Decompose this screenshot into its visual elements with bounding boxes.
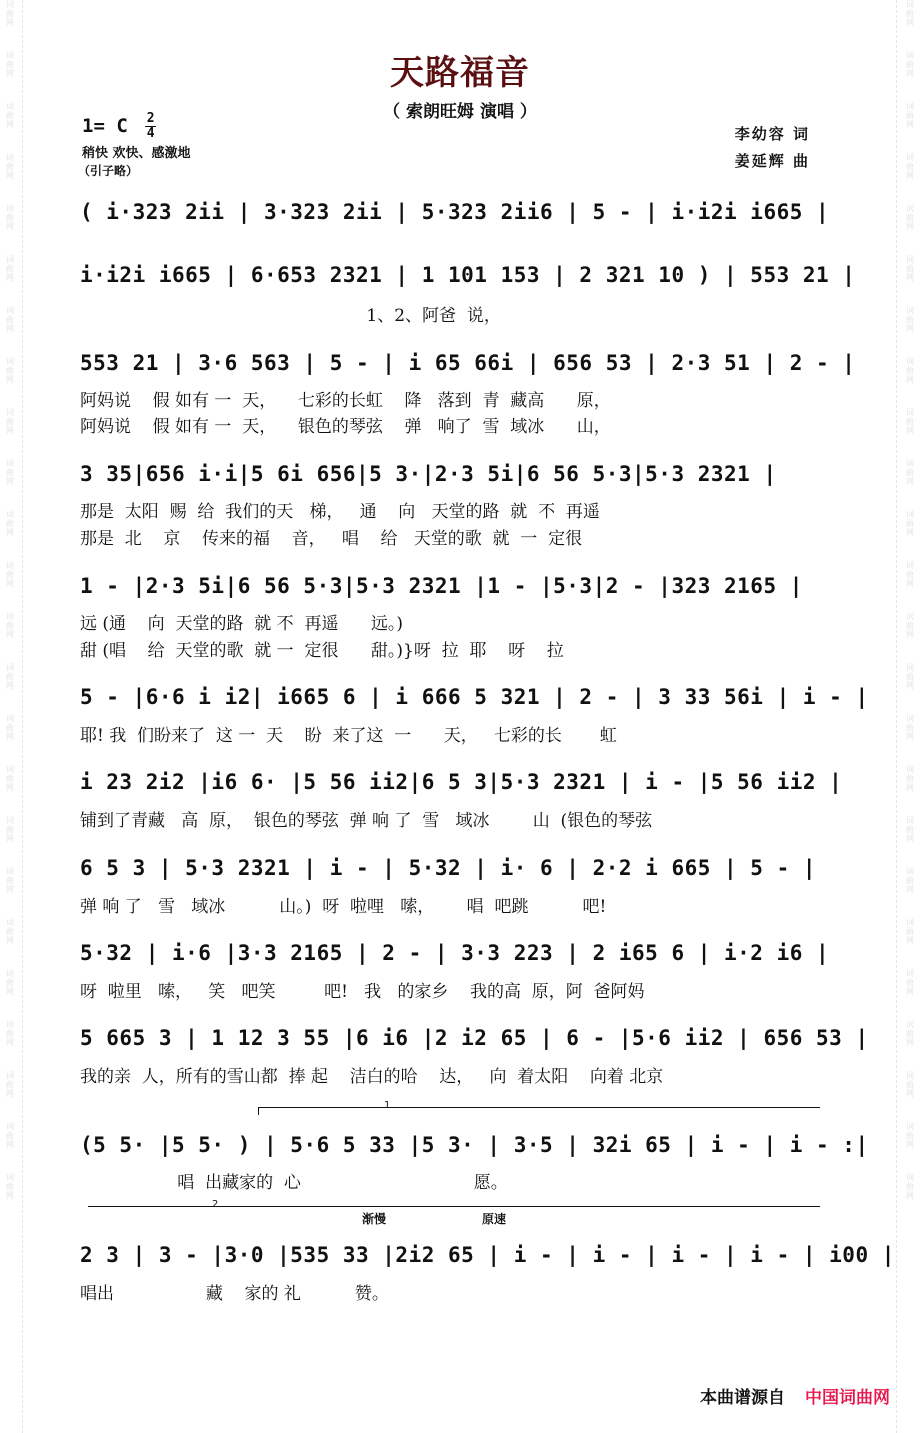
lyric-row-10a: 我的亲 人，所有的雪山都 捧 起 洁白的哈 达， 向 着太阳 向着 北京 (80, 1067, 664, 1087)
score-row-1: ( i·323 2ii | 3·323 2ii | 5·323 2ii6 | 5 - | i·i2i i665 | (80, 200, 830, 224)
watermark-text: 词 曲 网 (6, 867, 14, 894)
watermark-text: 词 曲 网 (906, 969, 914, 996)
watermark-text: 词 曲 网 (6, 459, 14, 486)
watermark-text: 词 曲 网 (6, 561, 14, 588)
watermark-text: 词 曲 网 (906, 867, 914, 894)
watermark-text: 词 曲 网 (906, 714, 914, 741)
score-row-4: 3 35|656 i·i|5 6i 656|5 3·|2·3 5i|6 56 5·3|5·3 2321 | (80, 462, 777, 486)
footer-site-link[interactable]: 中国词曲网 (805, 1388, 890, 1408)
watermark-text: 词 曲 网 (906, 765, 914, 792)
left-border-line (22, 0, 23, 1433)
watermark-text: 词 曲 网 (6, 1122, 14, 1149)
watermark-text: 词 曲 网 (906, 1173, 914, 1200)
volta-2-number: 2 (212, 1199, 219, 1210)
watermark-text: 词 曲 网 (6, 765, 14, 792)
key-label: 1= C (82, 115, 128, 137)
watermark-text: 词 曲 网 (906, 153, 914, 180)
volta-2-bracket (88, 1206, 820, 1207)
watermark-text: 词 曲 网 (906, 1071, 914, 1098)
watermark-text: 词 曲 网 (6, 102, 14, 129)
volta-1-bracket (258, 1107, 820, 1108)
tempo-marking: 稍快 欢快、感激地 (82, 146, 191, 161)
lyric-row-12a: 唱出 藏 家的 礼 赞。 (80, 1284, 389, 1304)
watermark-text: 词 曲 网 (906, 0, 914, 27)
watermark-text: 词 曲 网 (906, 204, 914, 231)
left-watermark-strip (2, 0, 18, 1433)
watermark-text: 词 曲 网 (6, 510, 14, 537)
watermark-text: 词 曲 网 (906, 357, 914, 384)
lyric-row-4b: 那是 北 京 传来的福 音， 唱 给 天堂的歌 就 一 定很 (80, 529, 583, 549)
watermark-text: 词 曲 网 (6, 51, 14, 78)
watermark-text: 词 曲 网 (906, 1020, 914, 1047)
lyric-row-11a: 唱 出藏家的 心 愿。 (80, 1173, 508, 1193)
watermark-text: 词 曲 网 (906, 102, 914, 129)
right-border-line (896, 0, 897, 1433)
watermark-text: 词 曲 网 (906, 663, 914, 690)
time-top: 2 (146, 111, 155, 126)
right-watermark-strip (902, 0, 918, 1433)
song-title: 天路福音 (390, 53, 530, 93)
watermark-text: 词 曲 网 (906, 816, 914, 843)
lyric-row-5b: 甜 (唱 给 天堂的歌 就 一 定很 甜。)}呀 拉 耶 呀 拉 (80, 641, 564, 661)
lyric-row-5a: 远 (通 向 天堂的路 就 不 再遥 远。) (80, 614, 404, 634)
score-row-5: 1 - |2·3 5i|6 56 5·3|5·3 2321 |1 - |5·3|2 - |323 2165 | (80, 574, 803, 598)
score-row-12: 2 3 | 3 - |3·0 |535 33 |2i2 65 | i - | i - | i - | i - | i00 | (80, 1243, 895, 1267)
watermark-text: 词 曲 网 (906, 1122, 914, 1149)
watermark-text: 词 曲 网 (906, 408, 914, 435)
singer-line: （ 索朗旺姆 演唱 ） (383, 102, 537, 122)
watermark-text: 词 曲 网 (6, 918, 14, 945)
watermark-text: 词 曲 网 (906, 918, 914, 945)
lyric-row-9a: 呀 啦里 嗦， 笑 吧笑 吧! 我 的家乡 我的高 原，阿 爸阿妈 (80, 982, 645, 1002)
watermark-text: 词 曲 网 (6, 816, 14, 843)
watermark-text: 词 曲 网 (906, 255, 914, 282)
watermark-text: 词 曲 网 (6, 1173, 14, 1200)
time-bottom: 4 (146, 126, 155, 141)
watermark-text: 词 曲 网 (6, 255, 14, 282)
lyricist-credit: 李幼容 词 (734, 125, 810, 143)
lyric-row-4a: 那是 太阳 赐 给 我们的天 梯， 通 向 天堂的路 就 不 再遥 (80, 502, 600, 522)
volta-1-number: 1 (384, 1100, 391, 1111)
watermark-text: 词 曲 网 (906, 51, 914, 78)
source-footer (700, 1383, 890, 1408)
score-row-8: 6 5 3 | 5·3 2321 | i - | 5·32 | i· 6 | 2·2 i 665 | 5 - | (80, 856, 817, 880)
time-signature (145, 113, 156, 140)
lyric-row-7a: 铺到了青藏 高 原， 银色的琴弦 弹 响 了 雪 域冰 山 (银色的琴弦 (80, 811, 653, 831)
lyric-row-6a: 耶! 我 们盼来了 这 一 天 盼 来了这 一 天， 七彩的长 虹 (80, 726, 617, 746)
intro-note: （引子略） (78, 164, 139, 178)
watermark-text: 词 曲 网 (6, 357, 14, 384)
slowing-mark: 渐慢 (362, 1212, 387, 1226)
score-row-11: (5 5· |5 5· ) | 5·6 5 33 |5 3· | 3·5 | 32i 65 | i - | i - :| (80, 1133, 869, 1157)
watermark-text: 词 曲 网 (6, 1020, 14, 1047)
watermark-text: 词 曲 网 (6, 204, 14, 231)
watermark-text: 词 曲 网 (6, 663, 14, 690)
key-signature (82, 113, 156, 140)
watermark-text: 词 曲 网 (6, 306, 14, 333)
score-row-2: i·i2i i665 | 6·653 2321 | 1 101 153 | 2 321 10 ) | 553 21 | (80, 263, 856, 287)
watermark-text: 词 曲 网 (6, 714, 14, 741)
watermark-text: 词 曲 网 (906, 459, 914, 486)
score-row-10: 5 665 3 | 1 12 3 55 |6 i6 |2 i2 65 | 6 - |5·6 ii2 | 656 53 | (80, 1026, 869, 1050)
volta-1-bracket-end (258, 1107, 259, 1115)
lyric-row-8a: 弹 响 了 雪 域冰 山。) 呀 啦哩 嗦， 唱 吧跳 吧! (80, 897, 607, 917)
score-row-6: 5 - |6·6 i i2| i665 6 | i 666 5 321 | 2 - | 3 33 56i | i - | (80, 685, 869, 709)
watermark-text: 词 曲 网 (906, 510, 914, 537)
tempo-restore-mark: 原速 (482, 1212, 507, 1226)
lyric-row-3b: 阿妈说 假 如有 一 天， 银色的琴弦 弹 响了 雪 域冰 山， (80, 417, 611, 437)
watermark-text: 词 曲 网 (6, 1071, 14, 1098)
score-row-9: 5·32 | i·6 |3·3 2165 | 2 - | 3·3 223 | 2 i65 6 | i·2 i6 | (80, 941, 830, 965)
watermark-text: 词 曲 网 (6, 0, 14, 27)
watermark-text: 词 曲 网 (6, 969, 14, 996)
score-row-3: 553 21 | 3·6 563 | 5 - | i 65 66i | 656 53 | 2·3 51 | 2 - | (80, 351, 856, 375)
composer-credit: 姜延辉 曲 (734, 152, 810, 170)
lyric-row-3a: 阿妈说 假 如有 一 天， 七彩的长虹 降 落到 青 藏高 原， (80, 391, 611, 411)
watermark-text: 词 曲 网 (6, 408, 14, 435)
watermark-text: 词 曲 网 (906, 612, 914, 639)
footer-source-label: 本曲谱源自 (700, 1388, 785, 1408)
watermark-text: 词 曲 网 (906, 561, 914, 588)
lyric-row-2a: 1、2、阿爸 说， (80, 306, 501, 326)
watermark-text: 词 曲 网 (906, 306, 914, 333)
watermark-text: 词 曲 网 (6, 153, 14, 180)
watermark-text: 词 曲 网 (6, 612, 14, 639)
score-row-7: i 23 2i2 |i6 6· |5 56 ii2|6 5 3|5·3 2321 | i - |5 56 ii2 | (80, 770, 843, 794)
